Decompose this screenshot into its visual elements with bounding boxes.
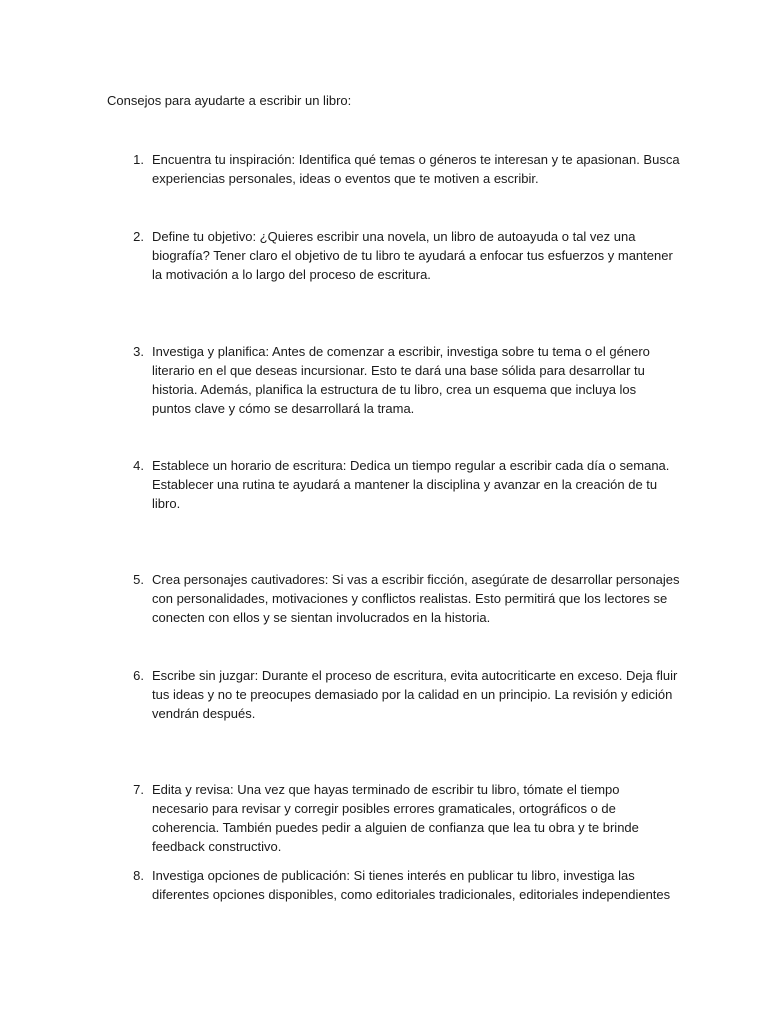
text-line: experiencias personales, ideas o eventos que te motiven a escribir. [152,171,539,186]
text-line: Escribe sin juzgar: Durante el proceso de escritura, evita autocriticarte en exceso. Deja fluir [152,668,678,683]
list-item-number: 1. [133,152,144,167]
text-line: historia. Además, planifica la estructura de tu libro, crea un esquema que incluya los [152,382,637,397]
text-line: Define tu objetivo: ¿Quieres escribir una novela, un libro de autoayuda o tal vez una [152,229,636,244]
text-line: libro. [152,496,181,511]
list-item-text [152,666,678,723]
text-line: Edita y revisa: Una vez que hayas terminado de escribir tu libro, tómate el tiempo [152,782,620,797]
text-line: diferentes opciones disponibles, como editoriales tradicionales, editoriales independientes [152,887,671,902]
text-line: la motivación a lo largo del proceso de escritura. [152,267,431,282]
text-line: literario en el que deseas incursionar. Esto te dará una base sólida para desarrollar tu [152,363,645,378]
text-line: vendrán después. [152,706,256,721]
text-line: feedback constructivo. [152,839,282,854]
intro-heading: Consejos para ayudarte a escribir un libro: [107,93,352,108]
list-item-number: 6. [133,668,144,683]
text-line: Establece un horario de escritura: Dedica un tiempo regular a escribir cada día o semana. [152,458,670,473]
text-line: Investiga opciones de publicación: Si tienes interés en publicar tu libro, investiga las [152,868,635,883]
text-line: Encuentra tu inspiración: Identifica qué temas o géneros te interesan y te apasionan. Busca [152,152,680,167]
list-item-number: 2. [133,229,144,244]
list-item-number: 7. [133,782,144,797]
text-line: coherencia. También puedes pedir a alguien de confianza que lea tu obra y te brinde [152,820,639,835]
text-line: necesario para revisar y corregir posibles errores gramaticales, ortográficos o de [152,801,616,816]
list-item-number: 4. [133,458,144,473]
list-item-text [152,150,680,188]
list-item-text [152,456,670,513]
text-line: Investiga y planifica: Antes de comenzar a escribir, investiga sobre tu tema o el género [152,344,650,359]
text-line: con personalidades, motivaciones y conflictos realistas. Esto permitirá que los lectores se [152,591,668,606]
list-item-text [152,342,662,418]
list-item-number: 8. [133,868,144,883]
text-line: Crea personajes cautivadores: Si vas a escribir ficción, asegúrate de desarrollar personajes [152,572,680,587]
list-item-text [152,570,680,627]
list-item-text [152,780,662,856]
list-item-number: 3. [133,344,144,359]
text-line: conecten con ellos y se sientan involucrados en la historia. [152,610,491,625]
list-item-number: 5. [133,572,144,587]
text-line: Establecer una rutina te ayudará a mantener la disciplina y avanzar en la creación de tu [152,477,658,492]
text-line: puntos clave y cómo se desarrollará la trama. [152,401,415,416]
list-item-text [152,227,673,284]
text-line: biografía? Tener claro el objetivo de tu libro te ayudará a enfocar tus esfuerzos y mantener [152,248,673,263]
text-line: tus ideas y no te preocupes demasiado por la calidad en un principio. La revisión y edición [152,687,673,702]
list-item-text [152,866,671,904]
